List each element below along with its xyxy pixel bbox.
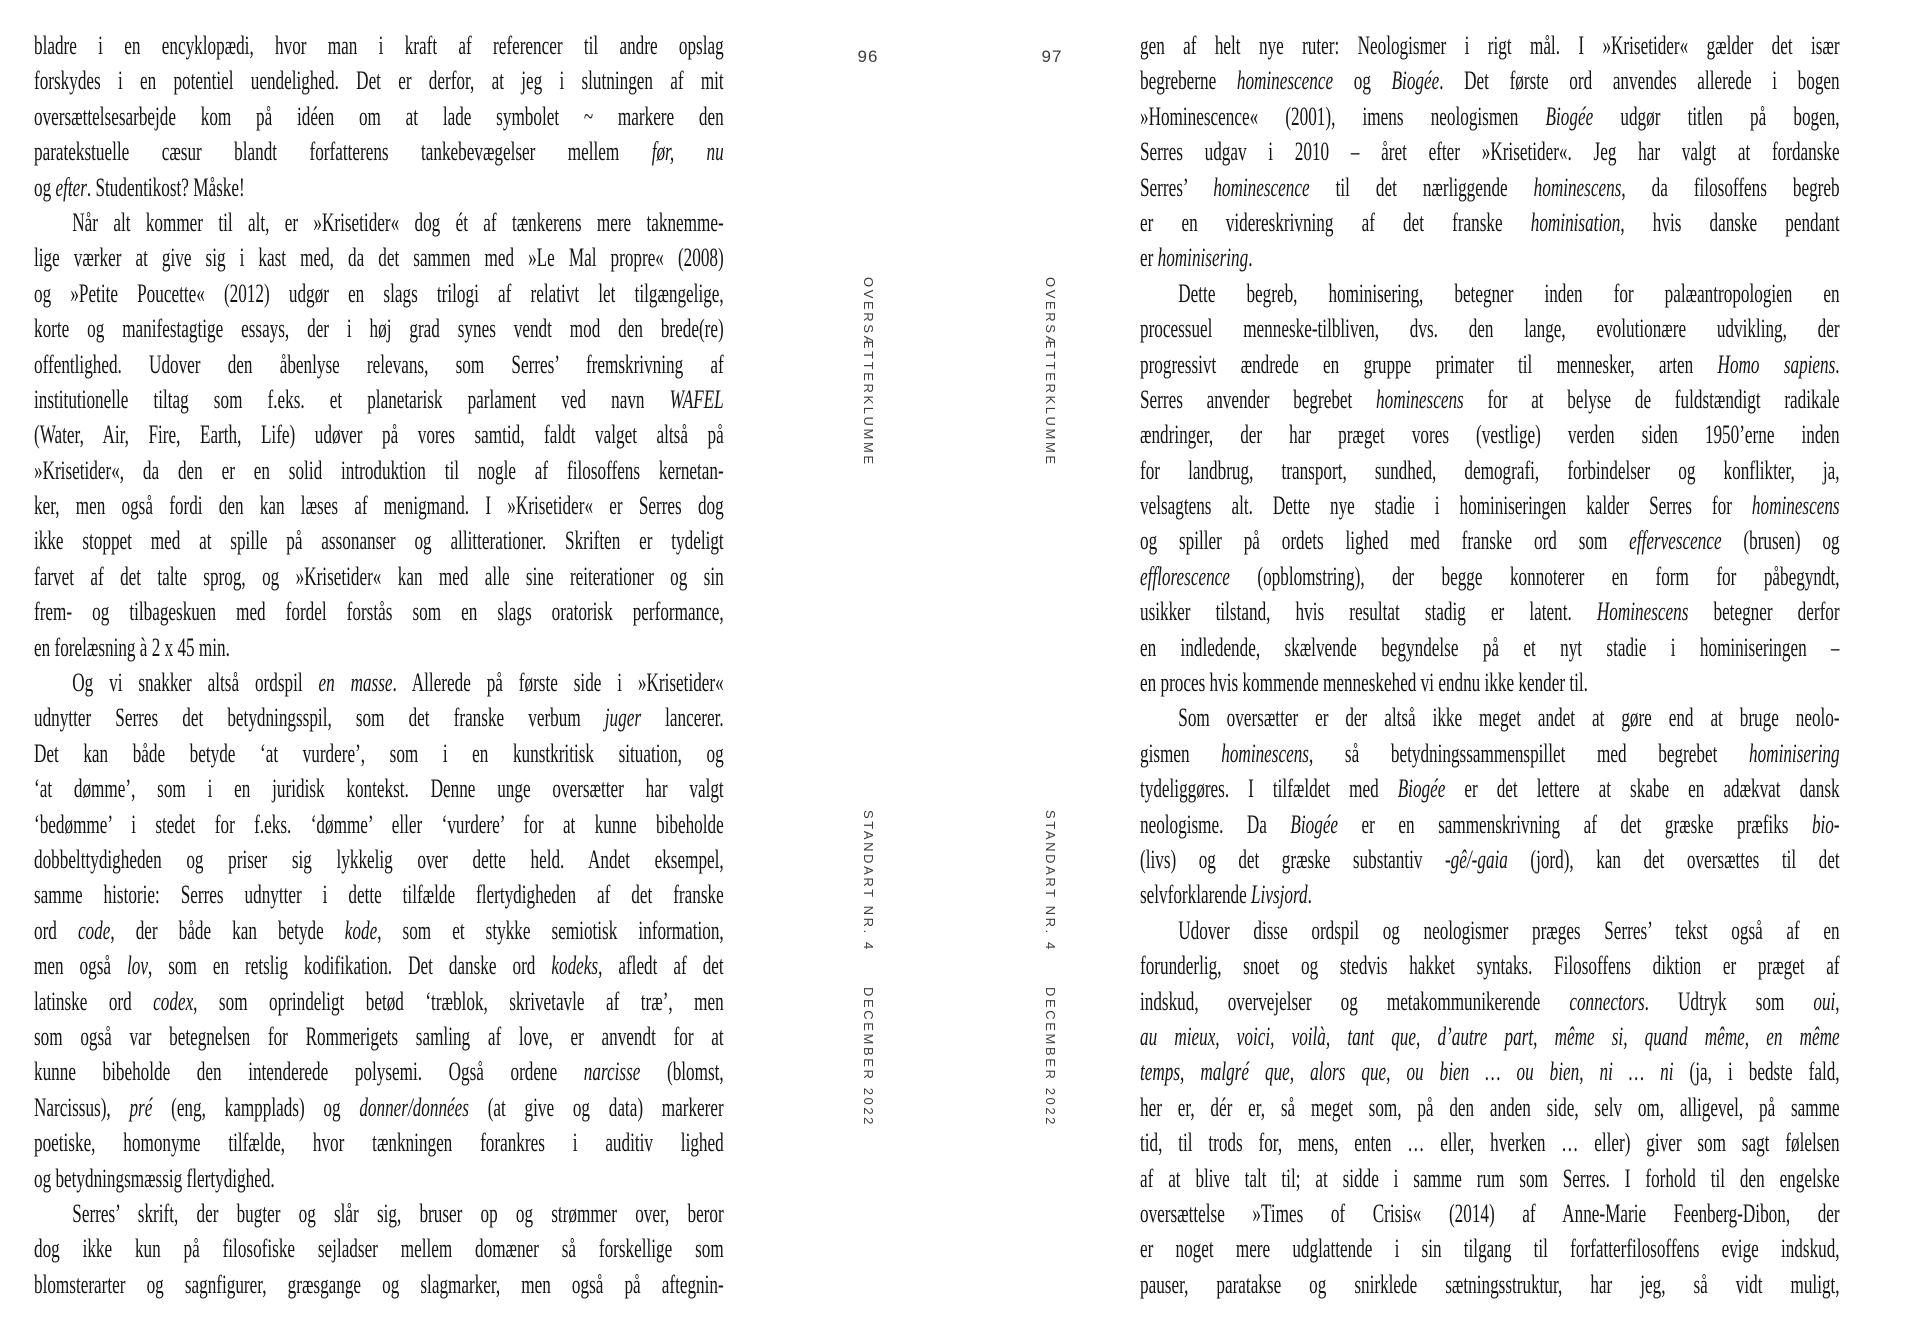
text-segment: neologisme. Da (1140, 809, 1291, 839)
text-segment: oversættelse »Times of Crisis« (2014) af Anne-Marie Feenberg-Dibon, der (1140, 1198, 1840, 1228)
text-segment: her er, dér er, så meget som, på den anden side, selv om, alligevel, på samme (1140, 1092, 1840, 1122)
italic-text-segment: hominisering (1157, 243, 1249, 273)
text-segment: begreberne (1140, 66, 1237, 96)
text-segment: . Allerede på første side i »Krisetider« (392, 668, 724, 698)
text-line (1140, 417, 1840, 452)
text-line (34, 417, 724, 452)
margin-column-label-96: OVERSÆTTERKLUMME (861, 277, 876, 467)
text-line (34, 594, 724, 629)
text-segment: , som et stykke semiotisk information, (377, 915, 724, 945)
text-line (34, 1090, 724, 1125)
text-line (34, 913, 724, 948)
text-line (34, 559, 724, 594)
page-96-text-column (34, 28, 1079, 1302)
text-line (1140, 63, 1840, 98)
text-segment: progressivt ændrede en gruppe primater til mennesker, arten (1140, 349, 1718, 379)
text-segment: bladre i en encyklopædi, hvor man i kraft af referencer til andre opslag (34, 31, 724, 60)
text-segment: poetiske, homonyme tilfælde, hvor tænkningen forankres i auditiv lighed (34, 1128, 724, 1158)
italic-text-segment: temps, malgré que, alors que, ou bien … ou bien, ni … ni (1140, 1057, 1674, 1087)
text-line (1140, 1161, 1840, 1196)
text-line (34, 1125, 724, 1160)
italic-text-segment: hominescence (1236, 66, 1334, 96)
text-segment: , hvis danske pendant (1620, 207, 1840, 237)
text-line (1140, 134, 1840, 169)
text-segment: offentlighed. Udover den åbenlyse relevans, som Serres’ fremskrivning af (34, 349, 724, 379)
text-line (34, 1231, 724, 1266)
text-segment: (brusen) og (1721, 526, 1840, 556)
text-segment: . Udtryk som (1644, 986, 1814, 1016)
text-line (1140, 948, 1840, 983)
text-line (34, 771, 724, 806)
text-segment: Som oversætter er der altså ikke meget andet at gøre end at bruge neolo- (1178, 703, 1840, 733)
text-line (34, 1267, 724, 1302)
text-segment: gismen (1140, 738, 1222, 768)
text-segment: Og vi snakker altså ordspil (72, 668, 319, 698)
text-segment: for landbrug, transport, sundhed, demografi, forbindelser og konflikter, ja, (1140, 455, 1840, 485)
italic-text-segment: efflorescence (1140, 561, 1230, 591)
text-line (1140, 842, 1840, 877)
text-segment: en proces hvis kommende menneskehed vi endnu ikke kender til. (1140, 668, 1588, 698)
text-line (34, 311, 724, 346)
text-segment: institutionelle tiltag som f.eks. et planetarisk parlament ved navn (34, 384, 670, 414)
text-segment: , da filosoffens begreb (1621, 172, 1840, 202)
text-segment: og (1333, 66, 1392, 96)
text-line (1140, 453, 1840, 488)
text-line (34, 736, 724, 771)
italic-text-segment: Hominescens (1596, 597, 1689, 627)
text-segment: ‘bedømme’ i stedet for f.eks. ‘dømme’ eller ‘vurdere’ for at kunne bibeholde (34, 809, 724, 839)
text-segment: Serres udgav i 2010 – året efter »Krisetider«. Jeg har valgt at fordanske (1140, 137, 1840, 167)
text-line (34, 1019, 724, 1054)
text-segment: udnytter Serres det betydningsspil, som det franske verbum (34, 703, 605, 733)
text-segment: gen af helt nye ruter: Neologismer i rigt mål. I »Krisetider« gælder det især (1140, 31, 1840, 60)
text-line (34, 63, 724, 98)
text-segment: og (34, 172, 56, 202)
italic-text-segment: hominescence (1213, 172, 1310, 202)
text-line (1140, 913, 1840, 948)
text-segment: . (1248, 243, 1253, 273)
text-segment: usikker tilstand, hvis resultat stadig er latent. (1140, 597, 1597, 627)
italic-text-segment: hominescens (1221, 738, 1309, 768)
text-segment: blomsterarter og sagnfigurer, græsgange og slagmarker, men også på aftegnin- (34, 1269, 724, 1299)
italic-text-segment: au mieux, voici, voilà, tant que, d’autre part, même si, quand même, en même (1140, 1021, 1840, 1051)
text-line (34, 984, 724, 1019)
text-line (34, 807, 724, 842)
text-line (1140, 1125, 1840, 1160)
text-segment: (ja, i bedste fald, (1673, 1057, 1840, 1087)
text-segment: korte og manifestagtige essays, der i høj grad synes vendt mod den brede(re) (34, 314, 724, 344)
text-segment: (at give og data) markerer (468, 1092, 724, 1122)
text-line (34, 877, 724, 912)
text-line (34, 453, 724, 488)
text-line (34, 276, 724, 311)
text-segment: og »Petite Poucette« (2012) udgør en slags trilogi af relativt let tilgængelige, (34, 278, 724, 308)
text-segment: er noget mere udglattende i sin tilgang til forfatterfilosoffens evige indskud, (1140, 1234, 1840, 1264)
text-segment: forunderlig, snoet og stedvis hakket syntaks. Filosoffens diktion er præget af (1140, 951, 1840, 981)
text-line (1140, 1054, 1840, 1089)
text-segment: Serres’ skrift, der bugter og slår sig, bruser op og strømmer over, beror (72, 1198, 724, 1228)
text-segment: lige værker at give sig i kast med, da det sammen med »Le Mal propre« (2008) (34, 243, 724, 273)
text-line (1140, 1090, 1840, 1125)
text-segment: en indledende, skælvende begyndelse på et nyt stadie i hominiseringen – (1140, 632, 1840, 662)
text-segment: er en videreskrivning af det franske (1140, 207, 1531, 237)
text-segment: forskydes i en potentiel uendelighed. Det er derfor, at jeg i slutningen af mit (34, 66, 724, 96)
margin-date-label-96: DECEMBER 2022 (861, 987, 876, 1128)
text-segment: dog ikke kun på filosofiske sejladser mellem domæner så forskellige som (34, 1234, 724, 1264)
text-segment: indskud, overvejelser og metakommunikerende (1140, 986, 1570, 1016)
text-segment: ændringer, der har præget vores (vestlige) verden siden 1950’erne inden (1140, 420, 1840, 450)
italic-text-segment: code (77, 915, 111, 945)
italic-text-segment: narcisse (583, 1057, 641, 1087)
text-line (34, 630, 724, 665)
text-segment: (eng, kampplads) og (152, 1092, 360, 1122)
page-number-97: 97 (1041, 47, 1063, 66)
text-segment: for at belyse de fuldstændigt radikale (1463, 384, 1840, 414)
text-line (1140, 382, 1840, 417)
italic-text-segment: WAFEL (669, 384, 724, 414)
text-segment: , afledt af det (598, 951, 724, 981)
text-line (34, 700, 724, 735)
text-line (1140, 1231, 1840, 1266)
text-segment: samme historie: Serres udnytter i dette tilfælde flertydigheden af det franske (34, 880, 724, 910)
text-segment: latinske ord (34, 986, 154, 1016)
text-line (34, 99, 724, 134)
text-segment: er det lettere at skabe en adækvat dansk (1445, 774, 1840, 804)
text-line (1140, 665, 1840, 700)
text-segment: velsagtens alt. Dette nye stadie i hominiseringen kalder Serres for (1140, 491, 1752, 521)
italic-text-segment: lov (126, 951, 148, 981)
text-line (34, 1161, 724, 1196)
italic-text-segment: en masse (318, 668, 393, 698)
text-line (1140, 1196, 1840, 1231)
text-line (34, 1054, 724, 1089)
text-segment: . Studentikost? Måske! (86, 172, 245, 202)
page-number-96: 96 (857, 47, 879, 66)
italic-text-segment: connectors (1569, 986, 1645, 1016)
text-segment: farvet af det talte sprog, og »Krisetider« kan med alle sine reiterationer og sin (34, 561, 724, 591)
text-segment: Udover disse ordspil og neologismer præges Serres’ tekst også af en (1178, 915, 1840, 945)
text-segment: oversættelsesarbejde kom på idéen om at lade symbolet ~ markere den (34, 101, 724, 131)
text-line (1140, 736, 1840, 771)
text-line (1140, 594, 1840, 629)
text-segment: (blomst, (640, 1057, 724, 1087)
text-segment: dobbelttydigheden og priser sig lykkelig over dette held. Andet eksempel, (34, 844, 724, 874)
text-segment: processuel menneske-tilbliven, dvs. den lange, evolutionære udvikling, der (1140, 314, 1840, 344)
text-line (34, 240, 724, 275)
italic-text-segment: hominisation (1530, 207, 1621, 237)
text-segment: »Hominescence« (2001), imens neologismen (1140, 101, 1546, 131)
text-line (1140, 347, 1840, 382)
text-segment: og spiller på ordets lighed med franske ord som (1140, 526, 1630, 556)
italic-text-segment: effervescence (1629, 526, 1722, 556)
text-segment: til det nærliggende (1309, 172, 1534, 202)
margin-issue-label-96: STANDART NR. 4 (861, 810, 876, 952)
text-segment: kunne bibeholde den intenderede polysemi. Også ordene (34, 1057, 584, 1087)
text-segment: , så betydningssammenspillet med begrebet (1308, 738, 1750, 768)
text-line (1140, 523, 1840, 558)
text-segment: tid, til trods for, mens, enten … eller, hverken … eller) giver som sagt følelsen (1140, 1128, 1840, 1158)
text-line (1140, 276, 1840, 311)
margin-date-label-97: DECEMBER 2022 (1043, 987, 1058, 1128)
text-segment: som også var betegnelsen for Rommerigets samling af love, er anvendt for at (34, 1021, 724, 1051)
text-segment: »Krisetider«, da den er en solid introduktion til nogle af filosoffens kernetan- (34, 455, 724, 485)
italic-text-segment: pré (129, 1092, 153, 1122)
margin-column-label-97: OVERSÆTTERKLUMME (1043, 277, 1058, 467)
page-97-text-column (1140, 28, 1920, 1302)
text-segment: . (1835, 349, 1840, 379)
italic-text-segment: hominescens (1376, 384, 1464, 414)
text-segment: Når alt kommer til alt, er »Krisetider« dog ét af tænkerens mere taknemme- (72, 207, 724, 237)
text-segment: ord (34, 915, 78, 945)
text-line (1140, 559, 1840, 594)
text-segment: pauser, paratakse og snirklede sætningsstruktur, har jeg, så vidt muligt, (1140, 1269, 1840, 1299)
text-line (34, 523, 724, 558)
text-line (1140, 630, 1840, 665)
text-segment: ikke stoppet med at spille på assonanser og allitterationer. Skriften er tydeligt (34, 526, 724, 556)
text-line (1140, 488, 1840, 523)
italic-text-segment: juger (604, 703, 642, 733)
text-segment: udgør titlen på bogen, (1593, 101, 1840, 131)
text-segment: , som oprindeligt betød ‘træblok, skrivetavle af træ’, men (193, 986, 724, 1016)
italic-text-segment: kodeks (551, 951, 599, 981)
text-line (1140, 28, 1840, 63)
italic-text-segment: hominescens (1533, 172, 1622, 202)
text-segment: frem- og tilbageskuen med fordel forstås som en slags oratorisk performance, (34, 597, 724, 627)
italic-text-segment: Biogée (1397, 774, 1446, 804)
text-segment: ‘at dømme’, som i en juridisk kontekst. Denne unge oversætter har valgt (34, 774, 724, 804)
text-line (34, 28, 724, 63)
text-line (34, 842, 724, 877)
text-line (34, 205, 724, 240)
text-line (1140, 240, 1840, 275)
text-segment: en forelæsning à 2 x 45 min. (34, 632, 230, 662)
text-segment: (jord), kan det oversættes til det (1507, 844, 1840, 874)
text-line (1140, 170, 1840, 205)
italic-text-segment: bio- (1811, 809, 1840, 839)
text-segment: Det kan både betyde ‘at vurdere’, som i en kunstkritisk situation, og (34, 738, 724, 768)
text-segment: Serres’ (1140, 172, 1214, 202)
italic-text-segment: Biogée (1391, 66, 1440, 96)
text-segment: . (1307, 880, 1312, 910)
text-line (34, 948, 724, 983)
italic-text-segment: donner/données (359, 1092, 469, 1122)
italic-text-segment: -gê/-gaia (1444, 844, 1508, 874)
text-line (1140, 984, 1840, 1019)
text-segment: , (1835, 986, 1840, 1016)
text-segment: paratekstuelle cæsur blandt forfatterens tankebevægelser mellem (34, 137, 652, 167)
text-segment: tydeliggøres. I tilfældet med (1140, 774, 1398, 804)
text-line (34, 665, 724, 700)
italic-text-segment: kode (344, 915, 378, 945)
text-line (34, 347, 724, 382)
text-line (34, 1196, 724, 1231)
text-line (1140, 1019, 1840, 1054)
italic-text-segment: Homo sapiens (1717, 349, 1836, 379)
italic-text-segment: Biogée (1545, 101, 1594, 131)
text-line (1140, 771, 1840, 806)
text-segment: (opblomstring), der begge konnoterer en form for påbegyndt, (1229, 561, 1840, 591)
text-segment: men også (34, 951, 127, 981)
text-line (34, 488, 724, 523)
text-line (1140, 99, 1840, 134)
text-segment: Serres anvender begrebet (1140, 384, 1377, 414)
text-line (1140, 700, 1840, 735)
text-segment: , der både kan betyde (110, 915, 345, 945)
italic-text-segment: hominisering (1749, 738, 1840, 768)
italic-text-segment: codex (153, 986, 194, 1016)
text-segment: (livs) og det græske substantiv (1140, 844, 1445, 874)
text-line (1140, 807, 1840, 842)
text-line (34, 170, 724, 205)
italic-text-segment: hominescens (1751, 491, 1840, 521)
text-segment: betegner derfor (1688, 597, 1840, 627)
text-line (1140, 205, 1840, 240)
text-segment: er en sammenskrivning af det græske præfiks (1338, 809, 1812, 839)
text-segment: Narcissus), (34, 1092, 130, 1122)
italic-text-segment: efter (55, 172, 87, 202)
text-segment: Dette begreb, hominisering, betegner inden for palæantropologien en (1178, 278, 1840, 308)
text-segment: ker, men også fordi den kan læses af menigmand. I »Krisetider« er Serres dog (34, 491, 724, 521)
italic-text-segment: oui (1813, 986, 1836, 1016)
text-segment: og betydningsmæssig flertydighed. (34, 1163, 275, 1193)
text-segment: , som en retslig kodifikation. Det danske ord (147, 951, 552, 981)
text-line (1140, 877, 1840, 912)
text-segment: . Det første ord anvendes allerede i bogen (1439, 66, 1840, 96)
italic-text-segment: Biogée (1290, 809, 1339, 839)
text-line (1140, 311, 1840, 346)
italic-text-segment: før, nu (651, 137, 724, 167)
text-segment: af at blive talt til; at sidde i samme rum som Serres. I forhold til den engelske (1140, 1163, 1840, 1193)
text-segment: lancerer. (641, 703, 724, 733)
margin-issue-label-97: STANDART NR. 4 (1043, 810, 1058, 952)
text-segment: er (1140, 243, 1158, 273)
text-line (34, 134, 724, 169)
italic-text-segment: Livsjord (1251, 880, 1308, 910)
text-segment: (Water, Air, Fire, Earth, Life) udøver på vores samtid, faldt valget altså på (34, 420, 724, 450)
text-segment: selvforklarende (1140, 880, 1252, 910)
text-line (1140, 1267, 1840, 1302)
text-line (34, 382, 724, 417)
